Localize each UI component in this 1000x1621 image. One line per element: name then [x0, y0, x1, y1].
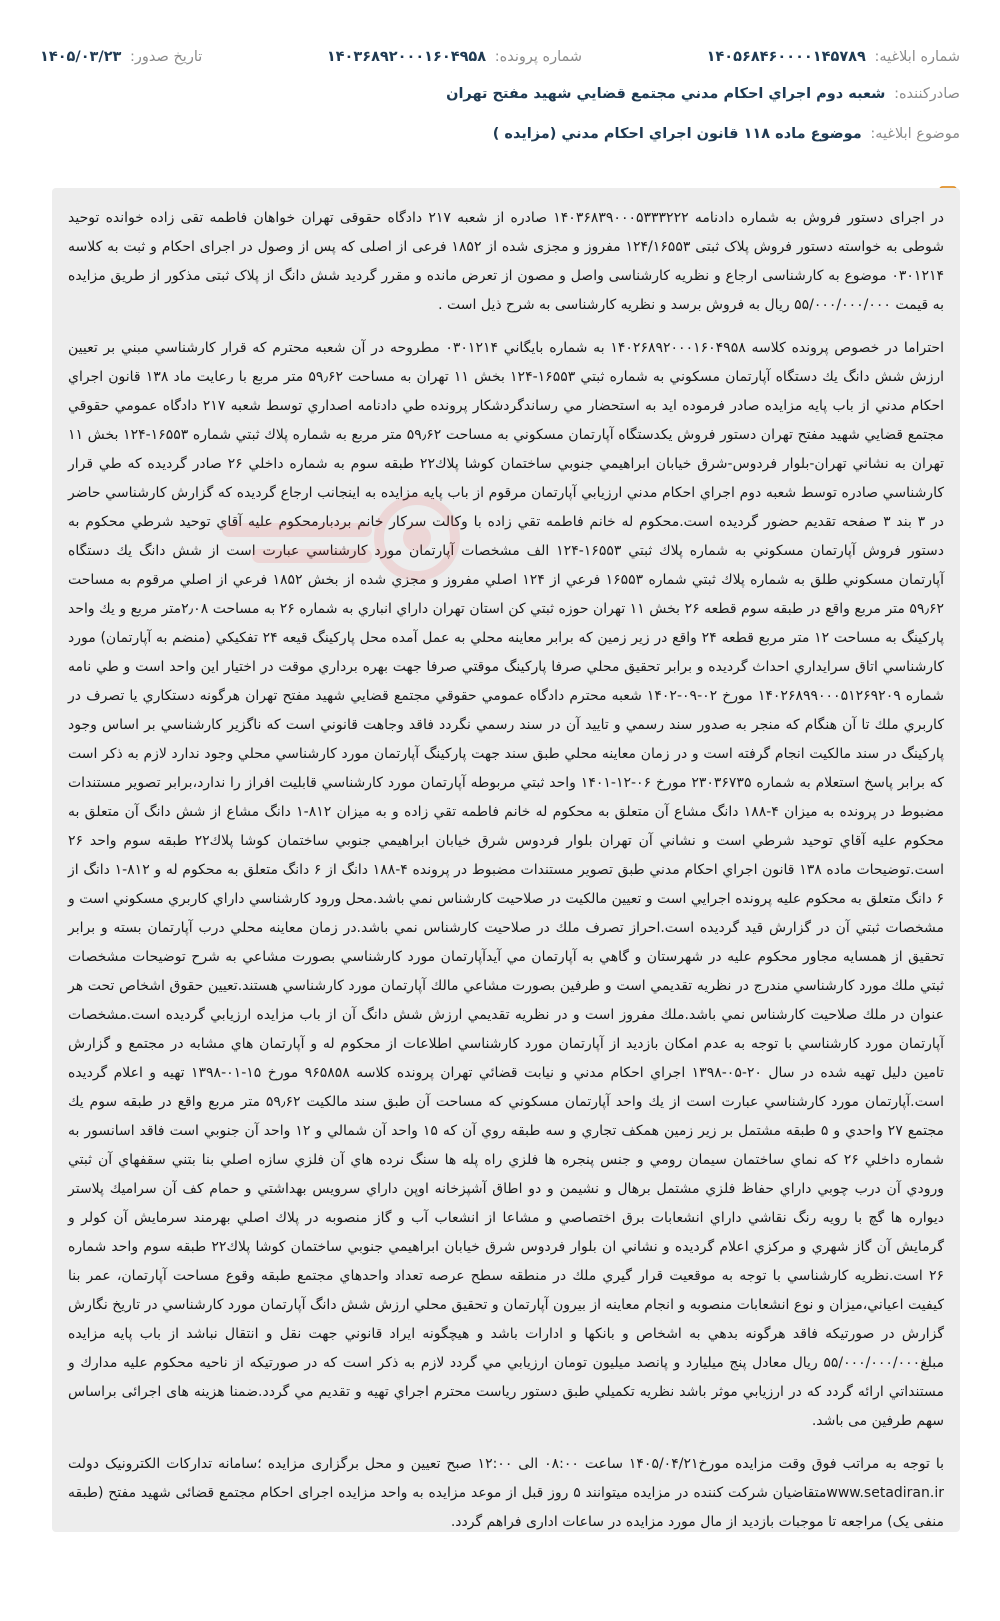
- notice-number-label: شماره ابلاغیه:: [874, 49, 960, 65]
- issuer-value: شعبه دوم اجراي احكام مدني مجتمع قضايي شهيد مفتح تهران: [446, 86, 886, 102]
- subject-row: [40, 126, 960, 148]
- issuer-label: صادرکننده:: [894, 86, 960, 102]
- case-number: [327, 49, 582, 65]
- case-number-value: ۱۴۰۳۶۸۹۲۰۰۰۱۶۰۴۹۵۸: [326, 49, 487, 65]
- issue-date: [40, 49, 202, 65]
- body-paragraph-intro: در اجرای دستور فروش به شماره دادنامه ۱۴۰۳۶۸۳۹۰۰۰۵۳۳۳۲۲۲ صادره از شعبه ۲۱۷ دادگاه حقوقی تهران خواهان فاطمه تقی زاده خوانده توحید شوطی به خواسته دستور فروش پلاک ثبتی ۱۲۴/۱۶۵۵۳ مفروز و مجزی شده از ۱۸۵۲ فرعی از اصلی که پس از وصول در اجرای احکام و ثبت به کلاسه ۰۳۰۱۲۱۴ موضوع به کارشناسی ارجاع و نظریه کارشناسی واصل و مصون از تعرض مانده و مقرر گردید شش دانگ از پلاک ثبتی مذکور از طریق مزایده به قیمت ۵۵/۰۰۰/۰۰۰/۰۰۰ ریال به فروش برسد و نظریه کارشناسی به شرح ذیل است .: [68, 210, 945, 313]
- notice-number: [707, 49, 960, 65]
- notice-metadata: [0, 0, 1000, 148]
- notice-body: [52, 188, 960, 1532]
- body-paragraph-auction-details: با توجه به مراتب فوق وقت مزایده مورخ۱۴۰۵/۰۴/۲۱ ساعت ۰۸:۰۰ الی ۱۲:۰۰ صبح تعیین و محل برگزاری مزایده ؛سامانه تدارکات الکترونیک دولت www.setadiran.irمتقاضیان شرکت کننده در مزایده میتوانند ۵ روز قبل از موعد مزایده به واحد مزایده اجرای احکام مجتمع قضائی شهید مفتح (طبقه منفی یک) مراجعه تا موجبات بازدید از مال مورد مزایده در ساعات اداری فراهم گردد.: [68, 1456, 944, 1530]
- subject-value: موضوع ماده ۱۱۸ قانون اجراي احكام مدني (مزايده ): [492, 126, 862, 142]
- case-number-label: شماره پرونده:: [494, 49, 583, 65]
- subject-label: موضوع ابلاغیه:: [870, 126, 960, 142]
- metadata-first-row: [40, 46, 960, 68]
- issue-date-value: ۱۴۰۵/۰۳/۲۳: [40, 49, 122, 65]
- issue-date-label: تاریخ صدور:: [130, 49, 203, 65]
- body-paragraph-expert-report: احتراما در خصوص پرونده كلاسه ۱۴۰۲۶۸۹۲۰۰۰۱۶۰۴۹۵۸ به شماره بايگاني ۰۳۰۱۲۱۴ مطروحه در آن شعبه محترم كه قرار كارشناسي مبني بر تعيين ارزش شش دانگ يك دستگاه آپارتمان مسكوني به شماره ثبتي ۱۶۵۵۳-۱۲۴ بخش ۱۱ تهران به مساحت ۵۹٫۶۲ متر مربع با رعايت ماد ۱۳۸ قانون اجراي احكام مدني از باب پايه مزايده صادر فرموده ايد به استحضار مي رساندگردشكار پرونده طي دادنامه اصداري توسط شعبه ۲۱۷ دادگاه عمومي حقوقي مجتمع قضايي شهيد مفتح تهران دستور فروش يكدستگاه آپارتمان مسكوني به مساحت ۵۹٫۶۲ متر مربع به شماره پلاك ثبتي شماره ۱۶۵۵۳-۱۲۴ بخش ۱۱ تهران به نشاني تهران-بلوار فردوس-شرق خيابان ابراهيمي جنوبي ساختمان كوشا پلاك۲۲ طبقه سوم به شماره داخلي ۲۶ صادر گرديده كه طي قرار كارشناسي صادره توسط شعبه دوم اجراي احكام مدني ارزيابي آپارتمان مرقوم از باب پايه مزايده به اينجانب ارجاع گرديده كه گزارش كارشناسي حاضر در ۳ بند ۳ صفحه تقديم حضور گرديده است.محكوم له خانم فاطمه تقي زاده با وكالت سركار خانم بردبارمحكوم عليه آقاي توحيد شرطي محكوم به دستور فروش آپارتمان مسكوني به شماره پلاك ثبتي ۱۶۵۵۳-۱۲۴ الف مشخصات آپارتمان مورد كارشناسي عبارت است از شش دانگ يك دستگاه آپارتمان مسكوني طلق به شماره پلاك ثبتي شماره ۱۶۵۵۳ فرعي از ۱۲۴ اصلي مفروز و مجزي شده از بخش ۱۸۵۲ فرعي از اصلي مرقوم به مساحت ۵۹٫۶۲ متر مربع واقع در طبقه سوم قطعه ۲۶ بخش ۱۱ تهران حوزه ثبتي كن استان تهران داراي انباري به شماره ۲۶ به مساحت ۲٫۰۸متر مربع و يك واحد پاركينگ به مساحت ۱۲ متر مربع قطعه ۲۴ واقع در زير زمين كه برابر معاينه محلي به عمل آمده محل پاركينگ قيعه ۲۴ تفكيكي (منضم به آپارتمان) مورد كارشناسي اتاق سرايداري احداث گرديده و برابر تحقيق محلي صرفا پاركينگ موقتي صرفا جهت بهره برداري موقت در اختيار اين واحد است و طي نامه شماره ۱۴۰۲۶۸۹۹۰۰۰۵۱۲۶۹۲۰۹ مورخ ۰۲-۰۹-۱۴۰۲ شعبه محترم دادگاه عمومي حقوقي مجتمع قضايي شهيد مفتح تهران هرگونه دستكاري يا تصرف در كاربري ملك تا آن هنگام كه منجر به صدور سند رسمي و تاييد آن در سند رسمي نگردد فاقد وجاهت قانوني است كه ناگزير كارشناسي بر اساس وجود پاركينگ در سند مالكيت انجام گرفته است و در زمان معاينه محلي طبق سند جهت پاركينگ آپارتمان مورد كارشناسي محلي وجود ندارد لازم به ذكر است كه برابر پاسخ استعلام به شماره ۲۳۰۳۶۷۳۵ مورخ ۰۶-۱۲-۱۴۰۱ واحد ثبتي مربوطه آپارتمان مورد كارشناسي قابليت افراز را ندارد،برابر تصوير مستندات مضبوط در پرونده به ميزان ۴-۱۸۸ دانگ مشاع آن متعلق به محكوم له خانم فاطمه تقي زاده و به ميزان ۸۱۲-۱ دانگ مشاع از شش دانگ آن متعلق به محكوم عليه آقاي توحيد شرطي است و نشاني آن تهران بلوار فردوس شرق خيابان ابراهيمي جنوبي ساختمان كوشا پلاك۲۲ طبقه سوم واحد ۲۶ است.توضيحات ماده ۱۳۸ قانون اجراي احكام مدني طبق تصوير مستندات مضبوط در پرونده ۴-۱۸۸ دانگ از ۶ دانگ متعلق به محكوم له و ۸۱۲-۱ دانگ از ۶ دانگ متعلق به محكوم عليه پرونده اجرايي است و تعيين مالكيت در صلاحيت كارشناس نمي باشد.محل ورود كارشناسي داراي كاربري مسكوني است و مشخصات ثبتي آن در گزارش قيد گرديده است.احراز تصرف ملك در صلاحيت كارشناس نمي باشد.در زمان معاينه محلي درب آپارتمان بسته و برابر تحقيق از همسايه مجاور محكوم عليه در شهرستان و گاهي به آپارتمان مي آيدآپارتمان مورد كارشناسي بصورت مشاعي به شرح توضيحات مشخصات ثبتي ملك مورد كارشناسي مندرج در نظريه تقديمي است و طرفين بصورت مشاعي مالك آپارتمان مورد كارشناسي هستند.تعيين حقوق اشخاص تحت هر عنوان در ملك صلاحيت كارشناس نمي باشد.ملك مفروز است و در نظريه تقديمي ارزش شش دانگ آن از باب مزايده ارزيابي گرديده است.مشخصات آپارتمان مورد كارشناسي با توجه به عدم امكان بازديد از آپارتمان مورد كارشناسي اطلاعات از محكوم له و آپارتمان هاي مشابه در مجتمع و گزارش تامين دليل تهيه شده در سال ۲۰-۰۵-۱۳۹۸ اجراي احكام مدني و نيابت قضائي تهران پرونده كلاسه ۹۶۵۸۵۸ مورخ ۱۵-۰۱-۱۳۹۸ تهيه و اعلام گرديده است.آپارتمان مورد كارشناسي عبارت است از يك واحد آپارتمان مسكوني كه مساحت آن طبق سند مالكيت ۵۹٫۶۲ متر مربع واقع در طبقه سوم يك مجتمع ۲۷ واحدي و ۵ طبقه مشتمل بر زير زمين همكف تجاري و سه طبقه روي آن كه ۱۵ واحد آن شمالي و ۱۲ واحد آن جنوبي است فاقد اسانسور به شماره داخلي ۲۶ كه نماي ساختمان سيمان رومي و جنس پنجره ها فلزي راه پله ها سنگ نرده هاي آن فلزي سازه اصلي بنا بتني سقفهاي آن ثبتي ورودي آن درب چوبي داراي حفاظ فلزي مشتمل برهال و نشيمن و دو اطاق آشپزخانه اوپن داراي سرويس بهداشتي و حمام كف آن سراميك پلاستر ديواره ها گچ با رويه رنگ نقاشي داراي انشعابات برق اختصاصي و مشاعا از انشعاب آب و گاز منصوبه در پلاك اصلي بهرمند سرمايش آن كولر و گرمايش آن گاز شهري و مركزي اعلام گرديده و نشاني ان بلوار فردوس شرق خيابان ابراهيمي جنوبي ساختمان كوشا پلاك۲۲ طبقه سوم واحد شماره ۲۶ است.نظريه كارشناسي با توجه به موقعيت قرار گيري ملك در منطقه سطح عرصه تعداد واحدهاي مجتمع طبقه وقوع مساحت آپارتمان، عمر بنا كيفيت اعياني،ميزان و نوع انشعابات منصوبه و انجام معاينه از بيرون آپارتمان و تحقيق محلي ارزش شش دانگ آپارتمان مورد كارشناسي در تاريخ نگارش گزارش در صورتيكه فاقد هرگونه بدهي به اشخاص و بانكها و ادارات باشد و هيچگونه ايراد قانوني جهت نقل و انتقال نباشد از باب پايه مزايده مبلغ۵۵/۰۰۰/۰۰۰/۰۰۰ ريال معادل پنج ميليارد و پانصد ميليون تومان ارزيابي مي گردد لازم به ذكر است كه در صورتيكه از ناحيه محكوم عليه مدارك و مستنداتي ارائه گردد كه در ارزيابي موثر باشد نظريه تكميلي طبق دستور رياست محترم اجراي تهيه و تقديم مي گردد.ضمنا هزينه های اجرائی براساس سهم طرفین می باشد.: [68, 340, 945, 1429]
- notice-number-value: ۱۴۰۵۶۸۴۶۰۰۰۰۱۴۵۷۸۹: [706, 49, 866, 65]
- issuer-row: [40, 86, 960, 108]
